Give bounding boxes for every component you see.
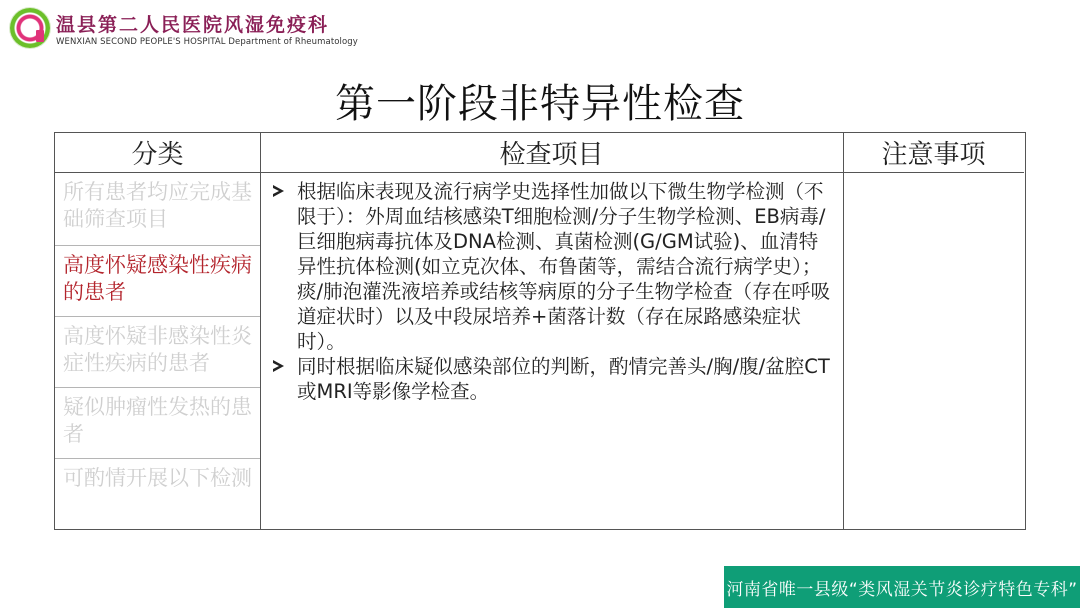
slide-title: 第一阶段非特异性检查	[335, 81, 745, 127]
cross-icon	[36, 30, 44, 42]
header-exam-items: 检查项目	[260, 133, 843, 173]
exam-item-text: 根据临床表现及流行病学史选择性加做以下微生物学检测（不限于）：外周血结核感染T细胞检测/分子生物学检测、EB病毒/巨细胞病毒抗体及DNA检测、真菌检测(G/GM试验)、血清特异性抗体检测(如立克次体、布鲁菌等，需结合流行病学史）；痰/肺泡灌洗液培养或结核等病原的分子生物学检查（存在呼吸道症状时）以及中段尿培养+菌落计数（存在尿路感染症状时）。	[297, 180, 831, 353]
category-non-infectious-inflammation: 高度怀疑非感染性炎症性疾病的患者	[63, 324, 252, 375]
category-suspected-tumor-fever: 疑似肿瘤性发热的患者	[63, 395, 252, 446]
header-category: 分类	[55, 133, 260, 173]
hospital-logo	[10, 8, 50, 48]
exam-item-text: 同时根据临床疑似感染部位的判断，酌情完善头/胸/腹/盆腔CT或MRI等影像学检查。	[297, 355, 830, 403]
exam-items-content	[269, 179, 833, 404]
hospital-name-cn: 温县第二人民医院风湿免疫科	[56, 14, 330, 36]
exam-item	[269, 179, 833, 354]
arrow-bullet-icon	[273, 185, 284, 197]
exam-table	[54, 132, 1026, 530]
arrow-bullet-icon	[273, 360, 284, 372]
category-basic-screening: 所有患者均应完成基础筛查项目	[63, 180, 252, 231]
category-optional-tests: 可酌情开展以下检测	[63, 466, 252, 490]
footer-banner: 河南省唯一县级“类风湿关节炎诊疗特色专科”	[724, 566, 1080, 608]
exam-item	[269, 354, 833, 404]
column-divider	[260, 133, 261, 529]
column-divider	[843, 133, 844, 529]
hospital-name-en: WENXIAN SECOND PEOPLE'S HOSPITAL Department of Rheumatology	[56, 37, 358, 47]
header-notes: 注意事项	[843, 133, 1024, 173]
category-suspected-infection: 高度怀疑感染性疾病的患者	[63, 253, 252, 304]
